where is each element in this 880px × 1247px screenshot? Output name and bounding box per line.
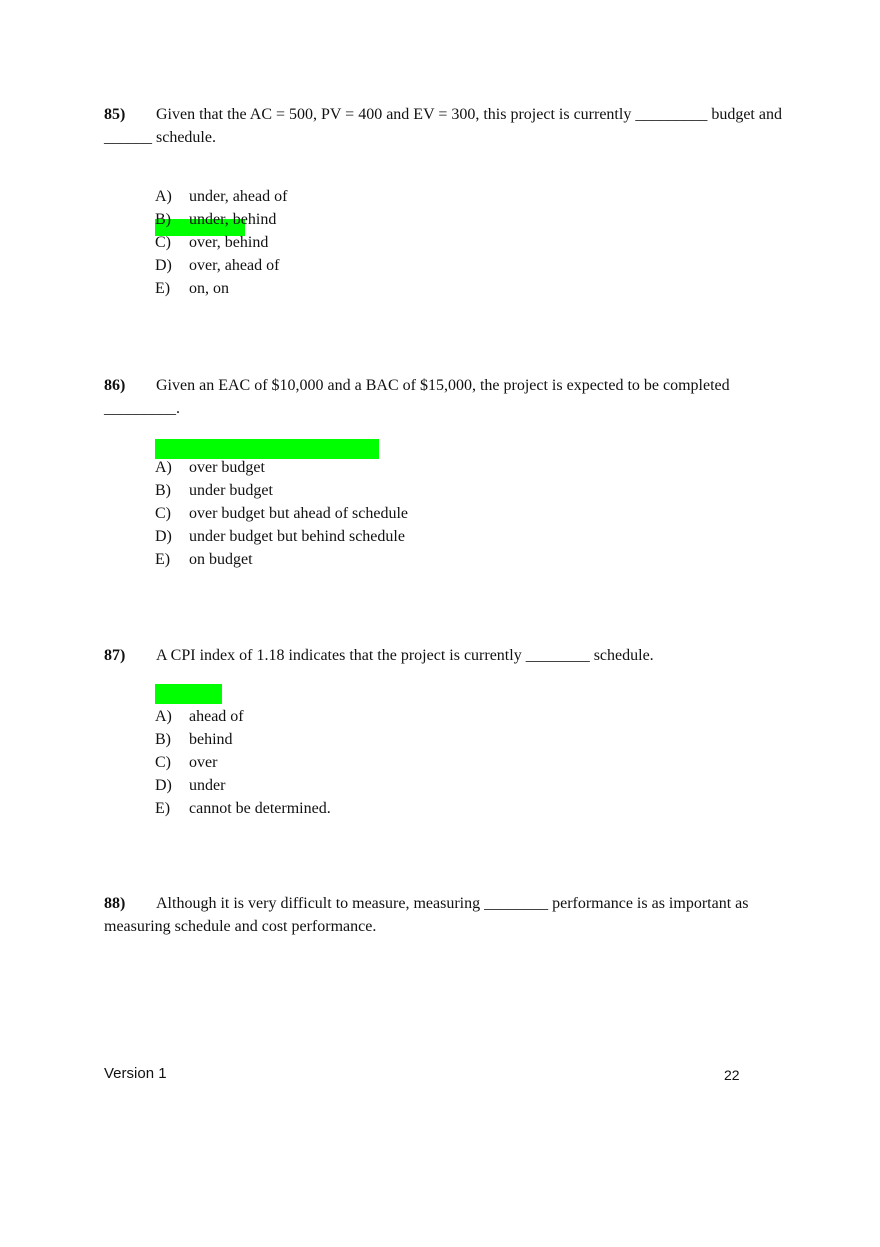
option-text: over budget bbox=[189, 459, 265, 476]
question-text: Although it is very difficult to measure, measuring ________ performance is as important as measuring schedule and cost performance. bbox=[104, 895, 749, 935]
option-item bbox=[155, 479, 408, 502]
option-item bbox=[155, 705, 331, 728]
option-letter: C) bbox=[155, 754, 171, 771]
option-text: on budget bbox=[189, 551, 253, 568]
option-letter: D) bbox=[155, 528, 172, 545]
option-text: over bbox=[189, 754, 218, 771]
option-letter: B) bbox=[155, 211, 171, 228]
option-item bbox=[155, 277, 287, 300]
option-text: under budget but behind schedule bbox=[189, 528, 405, 545]
option-item bbox=[155, 797, 331, 820]
option-letter: C) bbox=[155, 505, 171, 522]
question-text: A CPI index of 1.18 indicates that the project is currently ________ schedule. bbox=[156, 647, 654, 664]
option-list bbox=[155, 705, 331, 820]
question-number: 87) bbox=[104, 647, 126, 664]
option-list bbox=[155, 185, 287, 300]
option-item bbox=[155, 728, 331, 751]
option-item bbox=[155, 456, 408, 479]
question-number: 85) bbox=[104, 106, 126, 123]
option-letter: D) bbox=[155, 257, 172, 274]
question-number: 86) bbox=[104, 377, 126, 394]
option-text: under bbox=[189, 777, 226, 794]
option-item bbox=[155, 548, 408, 571]
answer-highlight bbox=[155, 684, 222, 704]
option-text: on, on bbox=[189, 280, 229, 297]
option-text: under budget bbox=[189, 482, 273, 499]
option-letter: B) bbox=[155, 731, 171, 748]
question-text: Given that the AC = 500, PV = 400 and EV = 300, this project is currently _________ budget and ______ schedule. bbox=[104, 106, 782, 146]
option-text: ahead of bbox=[189, 708, 244, 725]
question-number: 88) bbox=[104, 895, 126, 912]
option-text: behind bbox=[189, 731, 233, 748]
question-text: Given an EAC of $10,000 and a BAC of $15,000, the project is expected to be completed _________. bbox=[104, 377, 730, 417]
option-letter: B) bbox=[155, 482, 171, 499]
option-letter: A) bbox=[155, 459, 172, 476]
footer-version: Version 1 bbox=[104, 1065, 167, 1082]
option-item bbox=[155, 208, 287, 231]
option-letter: E) bbox=[155, 800, 171, 817]
option-text: over, ahead of bbox=[189, 257, 280, 274]
option-item bbox=[155, 254, 287, 277]
option-letter: E) bbox=[155, 280, 171, 297]
option-text: under, behind bbox=[189, 211, 277, 228]
option-item bbox=[155, 502, 408, 525]
option-letter: D) bbox=[155, 777, 172, 794]
option-item bbox=[155, 525, 408, 548]
option-list bbox=[155, 456, 408, 571]
option-item bbox=[155, 751, 331, 774]
option-text: over, behind bbox=[189, 234, 269, 251]
option-text: under, ahead of bbox=[189, 188, 288, 205]
option-letter: E) bbox=[155, 551, 171, 568]
option-item bbox=[155, 231, 287, 254]
option-item bbox=[155, 185, 287, 208]
option-letter: A) bbox=[155, 188, 172, 205]
option-letter: A) bbox=[155, 708, 172, 725]
page-number: 22 bbox=[724, 1067, 740, 1083]
option-text: over budget but ahead of schedule bbox=[189, 505, 409, 522]
option-item bbox=[155, 774, 331, 797]
option-text: cannot be determined. bbox=[189, 800, 331, 817]
option-letter: C) bbox=[155, 234, 171, 251]
